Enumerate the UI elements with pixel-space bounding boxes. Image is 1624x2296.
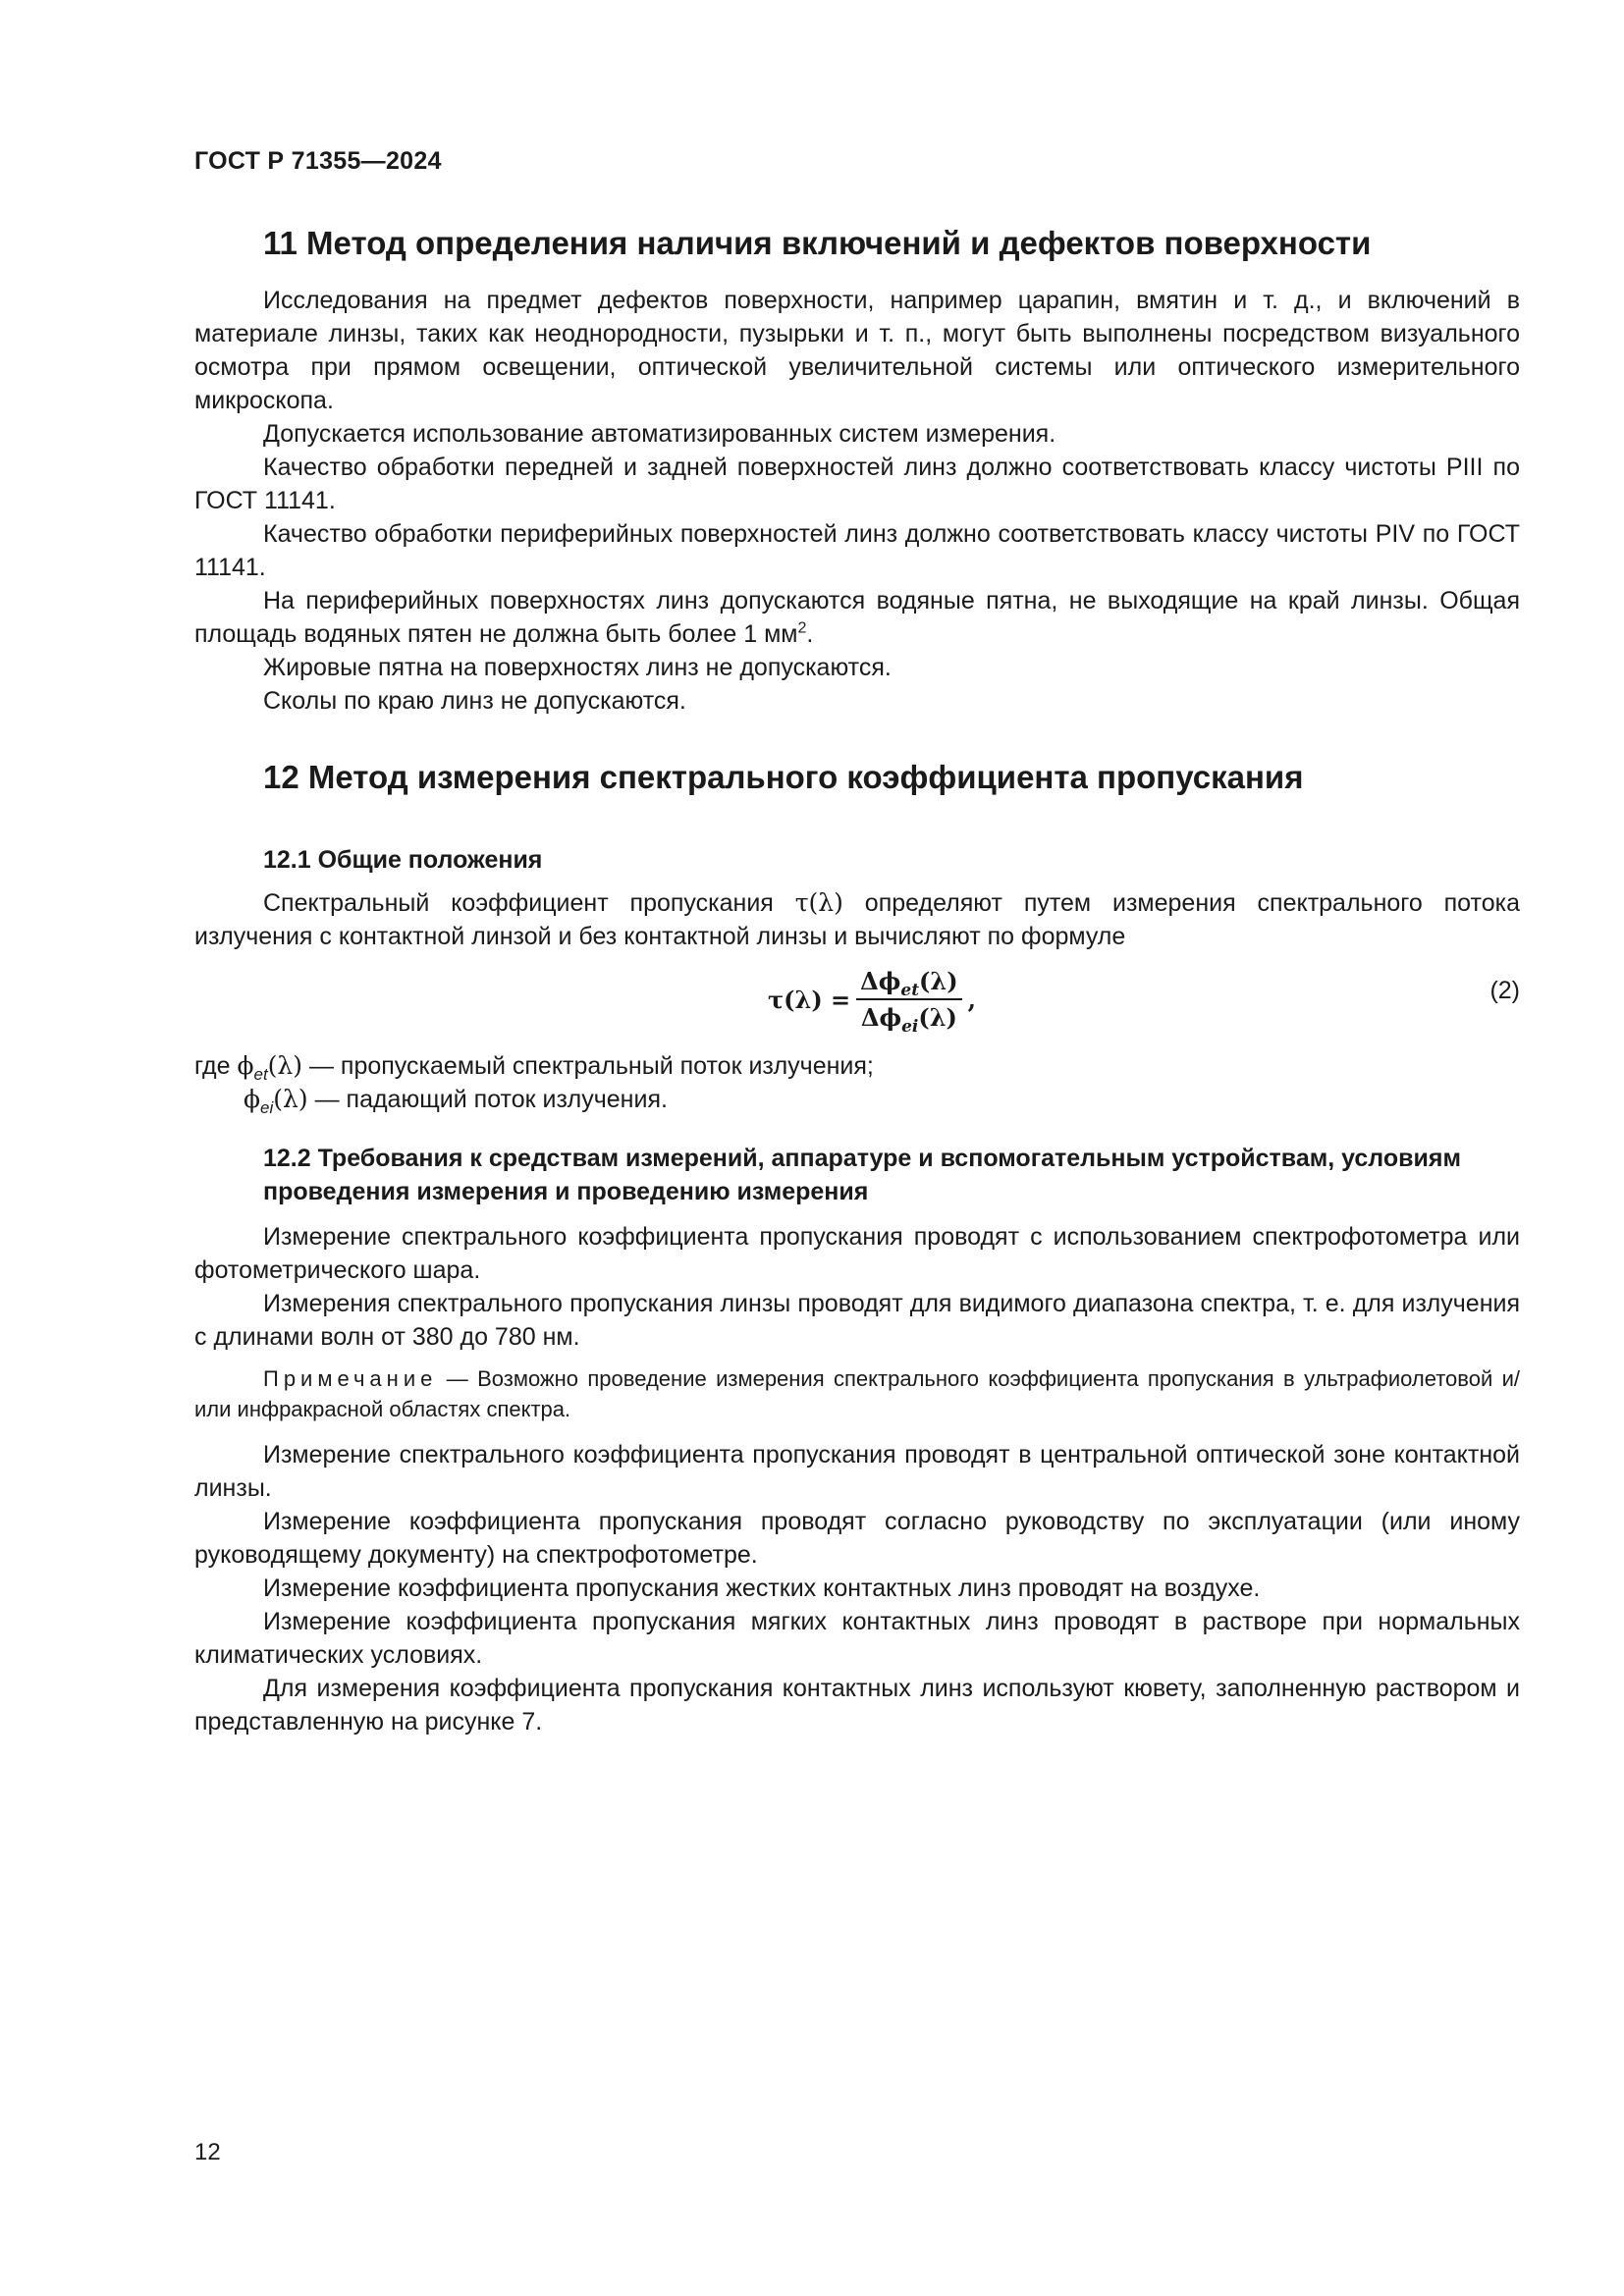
water-spots-text: На периферийных поверхностях линз допускаются водяные пятна, не выходящие на край линзы. Общая площадь водяных пятен не должна быть более 1 мм bbox=[194, 587, 1520, 648]
document-id-header: ГОСТ Р 71355—2024 bbox=[194, 147, 442, 175]
lambda-arg: (λ) bbox=[273, 1085, 308, 1113]
formula-numerator bbox=[856, 967, 961, 1000]
den-subscript: ei bbox=[901, 1016, 919, 1037]
equation-number: (2) bbox=[1489, 977, 1520, 1004]
note-text: — Возможно проведение измерения спектрального коэффициента пропускания в ультрафиолетовой и/или инфракрасной областях спектра. bbox=[194, 1366, 1520, 1421]
num-delta-phi: Δϕ bbox=[860, 967, 901, 995]
tau-lambda-symbol: τ(λ) bbox=[794, 888, 843, 917]
subsection-12-1-heading: 12.1 Общие положения bbox=[263, 846, 543, 874]
subsection-12-2-paragraph: Измерение спектрального коэффициента пропускания проводят с использованием спектрофотометра или фотометрического шара. bbox=[194, 1223, 1520, 1284]
num-subscript: et bbox=[900, 980, 920, 1000]
note-label: Примечание bbox=[263, 1366, 438, 1391]
num-arg: (λ) bbox=[919, 967, 958, 995]
superscript-2: 2 bbox=[797, 619, 807, 637]
subsection-12-2-paragraph: Измерения спектрального пропускания линзы проводят для видимого диапазона спектра, т. е. для излучения с длинами волн от 380 до 780 нм. bbox=[194, 1290, 1520, 1351]
section-11-paragraph-water-spots bbox=[194, 584, 1520, 651]
subsection-12-2-paragraph: Измерение коэффициента пропускания жестких контактных линз проводят на воздухе. bbox=[263, 1575, 1261, 1602]
den-delta-phi: Δϕ bbox=[860, 1003, 902, 1032]
section-11-paragraph: Жировые пятна на поверхностях линз не допускаются. bbox=[263, 654, 892, 681]
page-number: 12 bbox=[194, 2139, 221, 2165]
page-content bbox=[194, 221, 1520, 1738]
formula-legend-line bbox=[194, 1049, 1520, 1083]
lambda-arg: (λ) bbox=[267, 1051, 303, 1080]
formula-denominator bbox=[857, 1000, 961, 1037]
phi-symbol: ϕ bbox=[244, 1085, 261, 1113]
subsection-12-1-paragraph bbox=[194, 886, 1520, 953]
section-12-heading: 12 Метод измерения спектрального коэффициента пропускания bbox=[263, 759, 1304, 795]
phi-subscript: et bbox=[253, 1065, 268, 1084]
subsection-12-2-paragraph: Измерение коэффициента пропускания проводят согласно руководству по эксплуатации (или иному руководящему документу) на спектрофотометре. bbox=[194, 1508, 1520, 1569]
legend-text: — пропускаемый спектральный поток излучения; bbox=[302, 1052, 874, 1080]
where-label: где bbox=[194, 1052, 238, 1080]
phi-subscript: ei bbox=[260, 1098, 274, 1117]
den-arg: (λ) bbox=[918, 1003, 957, 1032]
formula-fraction bbox=[856, 967, 961, 1037]
formula-2 bbox=[194, 963, 1520, 1041]
formula-trailing-comma: , bbox=[967, 985, 976, 1014]
section-11-paragraph: Качество обработки периферийных поверхностей линз должно соответствовать классу чистоты PIV по ГОСТ 11141. bbox=[194, 520, 1520, 581]
subsection-12-2-paragraph: Измерение спектрального коэффициента пропускания проводят в центральной оптической зоне контактной линзы. bbox=[194, 1441, 1520, 1502]
period: . bbox=[806, 620, 814, 648]
section-11-paragraph: Исследования на предмет дефектов поверхности, например царапин, вмятин и т. д., и включений в материале линзы, таких как неоднородности, пузырьки и т. п., могут быть выполнены посредством визуального осмотра при прямом освещении, оптической увеличительной системы или оптического измерительного микроскопа. bbox=[194, 287, 1520, 414]
formula-expression bbox=[768, 967, 976, 1037]
formula-legend-line bbox=[194, 1083, 1520, 1116]
text-run: Спектральный коэффициент пропускания bbox=[263, 889, 795, 917]
text-run: определяют путем измерения спектрального потока излучения с контактной линзой и без контактной линзы и вычисляют по формуле bbox=[194, 889, 1520, 950]
section-11-paragraph: Качество обработки передней и задней поверхностей линз должно соответствовать классу чистоты PIII по ГОСТ 11141. bbox=[194, 454, 1520, 514]
formula-lhs: τ(λ) = bbox=[768, 985, 851, 1014]
subsection-12-2-paragraph: Для измерения коэффициента пропускания контактных линз используют кювету, заполненную раствором и представленную на рисунке 7. bbox=[194, 1675, 1520, 1735]
section-11-heading: 11 Метод определения наличия включений и дефектов поверхности bbox=[263, 225, 1372, 261]
phi-symbol: ϕ bbox=[237, 1051, 254, 1080]
section-11-paragraph: Допускается использование автоматизированных систем измерения. bbox=[263, 420, 1056, 448]
legend-text: — падающий поток излучения. bbox=[307, 1086, 668, 1113]
note bbox=[194, 1363, 1520, 1424]
subsection-12-2-paragraph: Измерение коэффициента пропускания мягких контактных линз проводят в растворе при нормальных климатических условиях. bbox=[194, 1608, 1520, 1669]
subsection-12-2-heading: 12.2 Требования к средствам измерений, аппаратуре и вспомогательным устройствам, условиям проведения измерения и проведению измерения bbox=[263, 1145, 1461, 1205]
section-11-paragraph: Сколы по краю линз не допускаются. bbox=[263, 687, 686, 715]
